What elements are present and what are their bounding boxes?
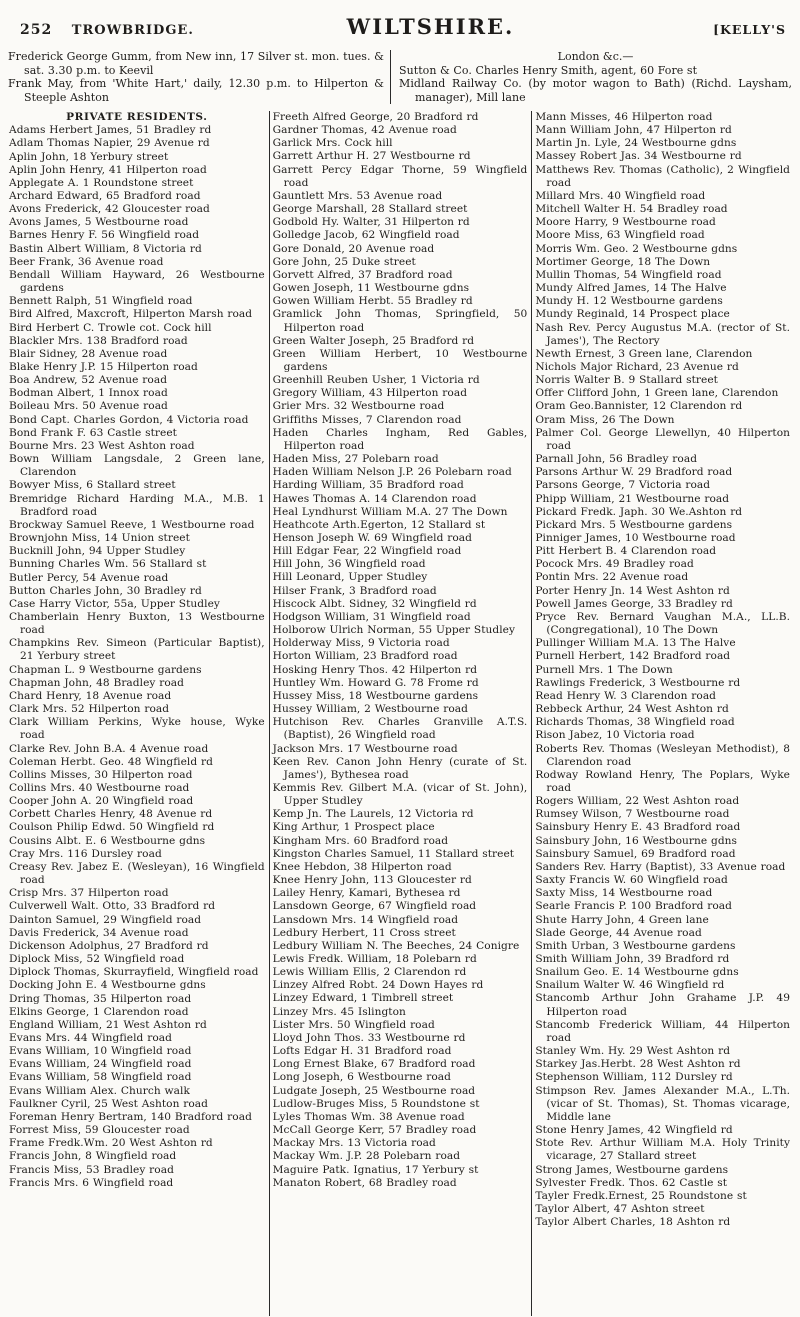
list-item: Gorvett Alfred, 37 Bradford road (272, 268, 453, 281)
list-item: Bastin Albert William, 8 Victoria rd (9, 242, 202, 255)
list-item: Hawes Thomas A. 14 Clarendon road (272, 492, 477, 505)
list-item: Nash Rev. Percy Augustus M.A. (rector of St. James'), The Rectory (535, 321, 790, 347)
list-item: Hill John, 36 Wingfield road (272, 558, 426, 571)
list-item: Frank May, from 'White Hart,' daily, 12.30 p.m. to Hilperton & Steeple Ashton (8, 77, 384, 104)
list-item: Blake Henry J.P. 15 Hilperton road (9, 361, 198, 374)
list-item: Frederick George Gumm, from New inn, 17 Silver st. mon. tues. & sat. 3.30 p.m. to Keevil (8, 50, 384, 77)
list-item: Bucknill John, 94 Upper Studley (9, 545, 186, 558)
list-item: Haden William Nelson J.P. 26 Polebarn road (272, 466, 512, 479)
list-item: Offer Clifford John, 1 Green lane, Clarendon (535, 387, 779, 400)
list-item: Greenhill Reuben Usher, 1 Victoria rd (272, 374, 480, 387)
list-item: Norris Walter B. 9 Stallard street (535, 374, 718, 387)
list-item: Mitchell Walter H. 54 Bradley road (535, 203, 728, 216)
page-header (6, 10, 794, 44)
list-item: Bennett Ralph, 51 Wingfield road (9, 295, 193, 308)
list-item: Mundy Reginald, 14 Prospect place (535, 308, 730, 321)
list-item: Lister Mrs. 50 Wingfield road (272, 1018, 435, 1031)
list-item: Green William Herbert, 10 Westbourne gardens (272, 347, 528, 373)
list-item: Lloyd John Thos. 33 Westbourne rd (272, 1031, 466, 1044)
list-item: Bendall William Hayward, 26 Westbourne gardens (9, 268, 265, 295)
list-item: Holborow Ulrich Norman, 55 Upper Studley (272, 624, 516, 637)
list-item: Moore Harry, 9 Westbourne road (535, 216, 716, 229)
list-item: Archard Edward, 65 Bradford road (9, 189, 201, 202)
list-item: Hutchison Rev. Charles Granville A.T.S. (Baptist), 26 Wingfield road (272, 716, 528, 742)
list-item: Griffiths Misses, 7 Clarendon road (272, 413, 462, 426)
list-item: Diplock Miss, 52 Wingfield road (9, 953, 185, 966)
list-item: Forrest Miss, 59 Gloucester road (9, 1124, 190, 1137)
list-item: Ledbury William N. The Beeches, 24 Conigre (272, 939, 520, 952)
list-item: Bowyer Miss, 6 Stallard street (9, 479, 176, 492)
list-item: Brockway Samuel Reeve, 1 Westbourne road (9, 518, 255, 531)
list-item: Diplock Thomas, Skurrayfield, Wingfield road (9, 966, 259, 979)
list-item: Long Ernest Blake, 67 Bradford road (272, 1058, 476, 1071)
list-item: Snailum Geo. E. 14 Westbourne gdns (535, 966, 739, 979)
list-item: Dainton Samuel, 29 Wingfield road (9, 913, 202, 926)
list-item: Button Charles John, 30 Bradley rd (9, 584, 202, 597)
list-item: Adams Herbert James, 51 Bradley rd (9, 124, 212, 137)
list-item: Beer Frank, 36 Avenue road (9, 255, 164, 268)
list-item: Read Henry W. 3 Clarendon road (535, 689, 717, 702)
list-item: Parsons Arthur W. 29 Bradford road (535, 466, 733, 479)
list-item: Bird Alfred, Maxcroft, Hilperton Marsh road (9, 308, 253, 321)
list-item: Collins Mrs. 40 Westbourne road (9, 782, 190, 795)
list-item: Henson Joseph W. 69 Wingfield road (272, 532, 472, 544)
list-item: Ledbury Herbert, 11 Cross street (272, 926, 456, 939)
list-item: Purnell Mrs. 1 The Down (535, 663, 673, 676)
list-item: Adlam Thomas Napier, 29 Avenue rd (9, 137, 210, 150)
list-item: Culverwell Walt. Otto, 33 Bradford rd (9, 900, 216, 913)
list-item: Lailey Henry, Kamari, Bythesea rd (272, 887, 461, 900)
list-item: Boileau Mrs. 50 Avenue road (9, 400, 168, 413)
list-item: Bown William Langsdale, 2 Green lane, Clarendon (9, 453, 265, 479)
list-item: Pullinger William M.A. 13 The Halve (535, 637, 736, 650)
list-item: Haden Miss, 27 Polebarn road (272, 453, 439, 466)
page-county-title: WILTSHIRE. (346, 14, 515, 39)
list-item: Champkins Rev. Simeon (Particular Baptist), 21 Yerbury street (9, 637, 265, 663)
list-item: Creasy Rev. Jabez E. (Wesleyan), 16 Wingfield road (9, 860, 265, 887)
list-item: Purnell Herbert, 142 Bradford road (535, 650, 731, 663)
list-item: Holderway Miss, 9 Victoria road (272, 637, 450, 650)
list-item: Moore Miss, 63 Wingfield road (535, 229, 705, 242)
list-item: Gore Donald, 20 Avenue road (272, 242, 435, 255)
list-item: George Marshall, 28 Stallard street (272, 203, 468, 216)
list-item: Searle Francis P. 100 Bradford road (535, 900, 732, 913)
list-item: Mann William John, 47 Hilperton rd (535, 124, 732, 137)
list-item: McCall George Kerr, 57 Bradley road (272, 1124, 477, 1137)
list-item: Snailum Walter W. 46 Wingfield rd (535, 979, 725, 992)
list-item: Powell James George, 33 Bradley rd (535, 597, 733, 610)
list-item: Palmer Col. George Llewellyn, 40 Hilperton road (535, 426, 790, 452)
list-item: Jackson Mrs. 17 Westbourne road (272, 742, 458, 755)
list-item: Barnes Henry F. 56 Wingfield road (9, 229, 200, 242)
list-item: Pickard Fredk. Japh. 30 We.Ashton rd (535, 505, 743, 518)
list-item: Stephenson William, 112 Dursley rd (535, 1071, 733, 1084)
list-item: Sanders Rev. Harry (Baptist), 33 Avenue road (535, 860, 786, 873)
list-item: Cousins Albt. E. 6 Westbourne gdns (9, 834, 206, 847)
list-item: Bourne Mrs. 23 West Ashton road (9, 439, 195, 452)
list-item: Smith William John, 39 Bradford rd (535, 953, 730, 965)
list-item: Smith Urban, 3 Westbourne gardens (535, 939, 736, 952)
list-item: Pickard Mrs. 5 Westbourne gardens (535, 518, 733, 531)
list-item: Hilser Frank, 3 Bradford road (272, 584, 437, 597)
list-item: Slade George, 44 Avenue road (535, 926, 702, 939)
list-item: Porter Henry Jn. 14 West Ashton rd (535, 584, 730, 597)
list-item: Chapman John, 48 Bradley road (9, 676, 184, 689)
list-item: Stanley Wm. Hy. 29 West Ashton rd (535, 1045, 731, 1058)
list-item: Case Harry Victor, 55a, Upper Studley (9, 597, 220, 610)
list-item: Rodway Rowland Henry, The Poplars, Wyke road (535, 768, 790, 794)
list-item: Hill Edgar Fear, 22 Wingfield road (272, 545, 462, 558)
list-item: Crisp Mrs. 37 Hilperton road (9, 887, 169, 900)
list-item: Dickenson Adolphus, 27 Bradford rd (9, 939, 209, 952)
list-item: Lofts Edgar H. 31 Bradford road (272, 1045, 452, 1058)
list-item: Keen Rev. Canon John Henry (curate of St. James'), Bythesea road (272, 755, 528, 781)
list-item: Mortimer George, 18 The Down (535, 255, 711, 268)
list-item: Maguire Patk. Ignatius, 17 Yerbury st (272, 1163, 479, 1176)
list-item: Clarke Rev. John B.A. 4 Avenue road (9, 742, 209, 755)
list-item: Heal Lyndhurst William M.A. 27 The Down (272, 505, 508, 518)
list-item: Francis Miss, 53 Bradley road (9, 1163, 174, 1176)
list-item: Mundy H. 12 Westbourne gardens (535, 295, 723, 308)
list-item: Bond Capt. Charles Gordon, 4 Victoria road (9, 413, 249, 426)
london-heading: London &c.— (557, 50, 634, 63)
list-item: Shute Harry John, 4 Green lane (535, 913, 709, 926)
list-item: Francis Mrs. 6 Wingfield road (9, 1176, 174, 1189)
list-item: Hiscock Albt. Sidney, 32 Wingfield rd (272, 597, 477, 610)
list-item: Starkey Jas.Herbt. 28 West Ashton rd (535, 1058, 741, 1071)
list-item: Evans William, 10 Wingfield road (9, 1045, 192, 1058)
list-item: Gowen William Herbt. 55 Bradley rd (272, 295, 473, 308)
carriers-and-agents-section (6, 50, 794, 104)
list-item: Gramlick John Thomas, Springfield, 50 Hilperton road (272, 308, 528, 334)
list-item: Avons Frederick, 42 Gloucester road (9, 203, 210, 216)
list-item: Bond Frank F. 63 Castle street (9, 426, 177, 439)
list-item: Butler Percy, 54 Avenue road (9, 571, 169, 584)
list-item: Garrett Percy Edgar Thorne, 59 Wingfield road (272, 163, 528, 189)
list-item: Hosking Henry Thos. 42 Hilperton rd (272, 663, 478, 676)
list-item: Long Joseph, 6 Westbourne road (272, 1071, 451, 1084)
list-item: Sylvester Fredk. Thos. 62 Castle st (535, 1176, 728, 1189)
list-item: Godbold Hy. Walter, 31 Hilperton rd (272, 216, 470, 229)
list-item: Gore John, 25 Duke street (272, 255, 416, 268)
list-item: Pontin Mrs. 22 Avenue road (535, 571, 689, 584)
list-item: Sainsbury Samuel, 69 Bradford road (535, 847, 736, 860)
list-item: Taylor Albert, 47 Ashton street (535, 1202, 705, 1215)
list-item: Aplin John, 18 Yerbury street (9, 150, 169, 163)
list-item: Pinniger James, 10 Westbourne road (535, 532, 736, 544)
list-item: Boa Andrew, 52 Avenue road (9, 374, 168, 387)
list-item: Gardner Thomas, 42 Avenue road (272, 124, 457, 137)
page-number: 252 (20, 22, 53, 38)
list-item: Lyles Thomas Wm. 38 Avenue road (272, 1110, 465, 1123)
list-item: Lewis Fredk. William, 18 Polebarn rd (272, 953, 477, 965)
list-item: Stone Henry James, 42 Wingfield rd (535, 1124, 733, 1137)
list-item: Bodman Albert, 1 Innox road (9, 387, 168, 400)
list-item: Francis John, 8 Wingfield road (9, 1150, 177, 1163)
page-header-left (20, 22, 275, 38)
list-item: Kemp Jn. The Laurels, 12 Victoria rd (272, 808, 474, 821)
list-item: Mann Misses, 46 Hilperton road (535, 111, 713, 123)
list-item: Mullin Thomas, 54 Wingfield road (535, 268, 722, 281)
residents-list-2 (273, 111, 528, 1190)
list-item: Haden Charles Ingham, Red Gables, Hilperton road (272, 426, 528, 452)
list-item: Rawlings Frederick, 3 Westbourne rd (535, 676, 741, 689)
list-item: Evans William, 58 Wingfield road (9, 1071, 192, 1084)
residents-list-3 (535, 111, 790, 1229)
list-item: Chard Henry, 18 Avenue road (9, 689, 172, 702)
list-item: Collins Misses, 30 Hilperton road (9, 768, 193, 781)
list-item: Ludgate Joseph, 25 Westbourne road (272, 1084, 476, 1097)
list-item: Lansdown Mrs. 14 Wingfield road (272, 913, 459, 926)
list-item: Rison Jabez, 10 Victoria road (535, 729, 695, 742)
list-item: Mackay Mrs. 13 Victoria road (272, 1137, 436, 1150)
list-item: Clark William Perkins, Wyke house, Wyke road (9, 716, 265, 742)
list-item: Hussey Miss, 18 Westbourne gardens (272, 689, 479, 702)
list-item: Aplin John Henry, 41 Hilperton road (9, 163, 207, 176)
list-item: Evans Mrs. 44 Wingfield road (9, 1031, 172, 1044)
list-item: Roberts Rev. Thomas (Wesleyan Methodist), 8 Clarendon road (535, 742, 790, 768)
list-item: Avons James, 5 Westbourne road (9, 216, 189, 229)
list-item: Harding William, 35 Bradford road (272, 479, 464, 492)
list-item: Stote Rev. Arthur William M.A. Holy Trinity vicarage, 27 Stallard street (535, 1137, 790, 1163)
list-item: Corbett Charles Henry, 48 Avenue rd (9, 808, 213, 821)
residents-column-3 (531, 111, 794, 1316)
list-item: Martin Jn. Lyle, 24 Westbourne gdns (535, 137, 737, 150)
list-item: Mundy Alfred James, 14 The Halve (535, 282, 727, 295)
list-item: Hussey William, 2 Westbourne road (272, 703, 468, 716)
list-item: Linzey Alfred Robt. 24 Down Hayes rd (272, 979, 484, 992)
list-item: Tayler Fredk.Ernest, 25 Roundstone st (535, 1189, 747, 1202)
list-item: Morris Wm. Geo. 2 Westbourne gdns (535, 242, 738, 255)
list-item: Gauntlett Mrs. 53 Avenue road (272, 189, 443, 202)
list-item: Gowen Joseph, 11 Westbourne gdns (272, 282, 470, 295)
list-item: Kingham Mrs. 60 Bradford road (272, 834, 449, 847)
list-item: Hodgson William, 31 Wingfield road (272, 610, 471, 623)
list-item: Golledge Jacob, 62 Wingfield road (272, 229, 460, 242)
list-item: Evans William Alex. Church walk (9, 1084, 190, 1097)
private-residents-columns (6, 111, 794, 1316)
list-item: Gregory William, 43 Hilperton road (272, 387, 468, 400)
list-item: Manaton Robert, 68 Bradley road (272, 1176, 457, 1189)
list-item: Cray Mrs. 116 Dursley road (9, 847, 162, 860)
list-item: Blair Sidney, 28 Avenue road (9, 347, 168, 360)
list-item: Stancomb Frederick William, 44 Hilperton road (535, 1018, 790, 1044)
list-item: Heathcote Arth.Egerton, 12 Stallard st (272, 518, 486, 531)
list-item: Bird Herbert C. Trowle cot. Cock hill (9, 321, 212, 334)
list-item: Knee Hebdon, 38 Hilperton road (272, 860, 452, 873)
list-item: Phipp William, 21 Westbourne road (535, 492, 730, 505)
list-item: Pocock Mrs. 49 Bradley road (535, 558, 694, 571)
list-item: Elkins George, 1 Clarendon road (9, 1005, 189, 1018)
list-item: Hill Leonard, Upper Studley (272, 571, 428, 584)
list-item: Midland Railway Co. (by motor wagon to Bath) (Richd. Laysham, manager), Mill lane (399, 77, 792, 104)
list-item: Sutton & Co. Charles Henry Smith, agent, 60 Fore st (399, 63, 698, 77)
page-place: TROWBRIDGE. (71, 23, 194, 38)
list-item: Sainsbury John, 16 Westbourne gdns (535, 834, 738, 847)
list-item: Kingston Charles Samuel, 11 Stallard street (272, 847, 515, 860)
list-item: Oram Miss, 26 The Down (535, 413, 675, 426)
list-item: Cooper John A. 20 Wingfield road (9, 795, 194, 808)
list-item: Green Walter Joseph, 25 Bradford rd (272, 334, 475, 347)
list-item: Sainsbury Henry E. 43 Bradford road (535, 821, 741, 834)
list-item: Pitt Herbert B. 4 Clarendon road (535, 545, 717, 558)
list-item: Evans William, 24 Wingfield road (9, 1058, 192, 1071)
list-item: Matthews Rev. Thomas (Catholic), 2 Wingfield road (535, 163, 790, 189)
list-item: Freeth Alfred George, 20 Bradford rd (272, 111, 479, 123)
list-item: Nichols Major Richard, 23 Avenue rd (535, 360, 739, 373)
list-item: England William, 21 West Ashton rd (9, 1018, 207, 1031)
list-item: Rebbeck Arthur, 24 West Ashton rd (535, 703, 729, 716)
list-item: Saxty Francis W. 60 Wingfield road (535, 874, 728, 887)
residents-list-1 (9, 124, 265, 1190)
list-item: Linzey Edward, 1 Timbrell street (272, 992, 454, 1005)
list-item: Huntley Wm. Howard G. 78 Frome rd (272, 676, 479, 689)
list-item: Linzey Mrs. 45 Islington (272, 1005, 406, 1018)
list-item: Millard Mrs. 40 Wingfield road (535, 189, 706, 202)
list-item: Foreman Henry Bertram, 140 Bradford road (9, 1110, 252, 1123)
list-item: Horton William, 23 Bradford road (272, 650, 458, 663)
list-item: Bunning Charles Wm. 56 Stallard st (9, 558, 207, 571)
list-item: Coulson Philip Edwd. 50 Wingfield rd (9, 821, 215, 834)
list-item: Saxty Miss, 14 Westbourne road (535, 887, 713, 900)
list-item: Garrett Arthur H. 27 Westbourne rd (272, 150, 471, 163)
list-item: Mackay Wm. J.P. 28 Polebarn road (272, 1150, 461, 1163)
list-item: Stimpson Rev. James Alexander M.A., L.Th. (vicar of St. Thomas), St. Thomas vicarage, Middle lane (535, 1084, 790, 1123)
list-item: Chapman L. 9 Westbourne gardens (9, 663, 202, 676)
list-item: Oram Geo.Bannister, 12 Clarendon rd (535, 400, 743, 413)
list-item: Docking John E. 4 Westbourne gdns (9, 979, 206, 992)
list-item: Bremridge Richard Harding M.A., M.B. 1 Bradford road (9, 492, 265, 518)
section-heading: PRIVATE RESIDENTS. (66, 111, 208, 123)
residents-column-2 (269, 111, 532, 1316)
list-item: Rumsey Wilson, 7 Westbourne road (535, 808, 730, 821)
london-agents-block (390, 50, 794, 104)
list-item: Parnall John, 56 Bradley road (535, 453, 698, 466)
list-item: Rogers William, 22 West Ashton road (535, 795, 740, 808)
list-item: Lewis William Ellis, 2 Clarendon rd (272, 966, 467, 979)
list-item: Brownjohn Miss, 14 Union street (9, 532, 190, 545)
london-agents-entries (399, 64, 792, 105)
list-item: Coleman Herbt. Geo. 48 Wingfield rd (9, 755, 213, 768)
residents-column-1 (6, 111, 269, 1316)
list-item: Faulkner Cyril, 25 West Ashton road (9, 1097, 208, 1110)
list-item: Chamberlain Henry Buxton, 13 Westbourne road (9, 610, 265, 637)
list-item: Clark Mrs. 52 Hilperton road (9, 703, 170, 716)
page-publisher: [KELLY'S (713, 22, 786, 37)
list-item: Lansdown George, 67 Wingfield road (272, 900, 477, 913)
list-item: King Arthur, 1 Prospect place (272, 821, 435, 834)
list-item: Pryce Rev. Bernard Vaughan M.A., LL.B. (Congregational), 10 The Down (535, 610, 790, 637)
list-item: Taylor Albert Charles, 18 Ashton rd (535, 1216, 731, 1229)
list-item: Newth Ernest, 3 Green lane, Clarendon (535, 347, 753, 360)
list-item: Stancomb Arthur John Grahame J.P. 49 Hilperton road (535, 992, 790, 1018)
list-item: Garlick Mrs. Cock hill (272, 137, 393, 150)
list-item: Davis Frederick, 34 Avenue road (9, 926, 189, 939)
list-item: Applegate A. 1 Roundstone street (9, 176, 194, 189)
list-item: Dring Thomas, 35 Hilperton road (9, 992, 192, 1005)
list-item: Richards Thomas, 38 Wingfield road (535, 716, 735, 729)
carriers-block (6, 50, 390, 104)
list-item: Grier Mrs. 32 Westbourne road (272, 400, 445, 413)
list-item: Parsons George, 7 Victoria road (535, 479, 711, 492)
list-item: Kemmis Rev. Gilbert M.A. (vicar of St. John), Upper Studley (272, 781, 528, 808)
list-item: Massey Robert Jas. 34 Westbourne rd (535, 150, 742, 163)
list-item: Strong James, Westbourne gardens (535, 1163, 729, 1176)
list-item: Frame Fredk.Wm. 20 West Ashton rd (9, 1137, 213, 1150)
list-item: Knee Henry John, 113 Gloucester rd (272, 874, 472, 887)
list-item: Blackler Mrs. 138 Bradford road (9, 334, 188, 347)
list-item: Ludlow-Bruges Miss, 5 Roundstone st (272, 1097, 480, 1110)
